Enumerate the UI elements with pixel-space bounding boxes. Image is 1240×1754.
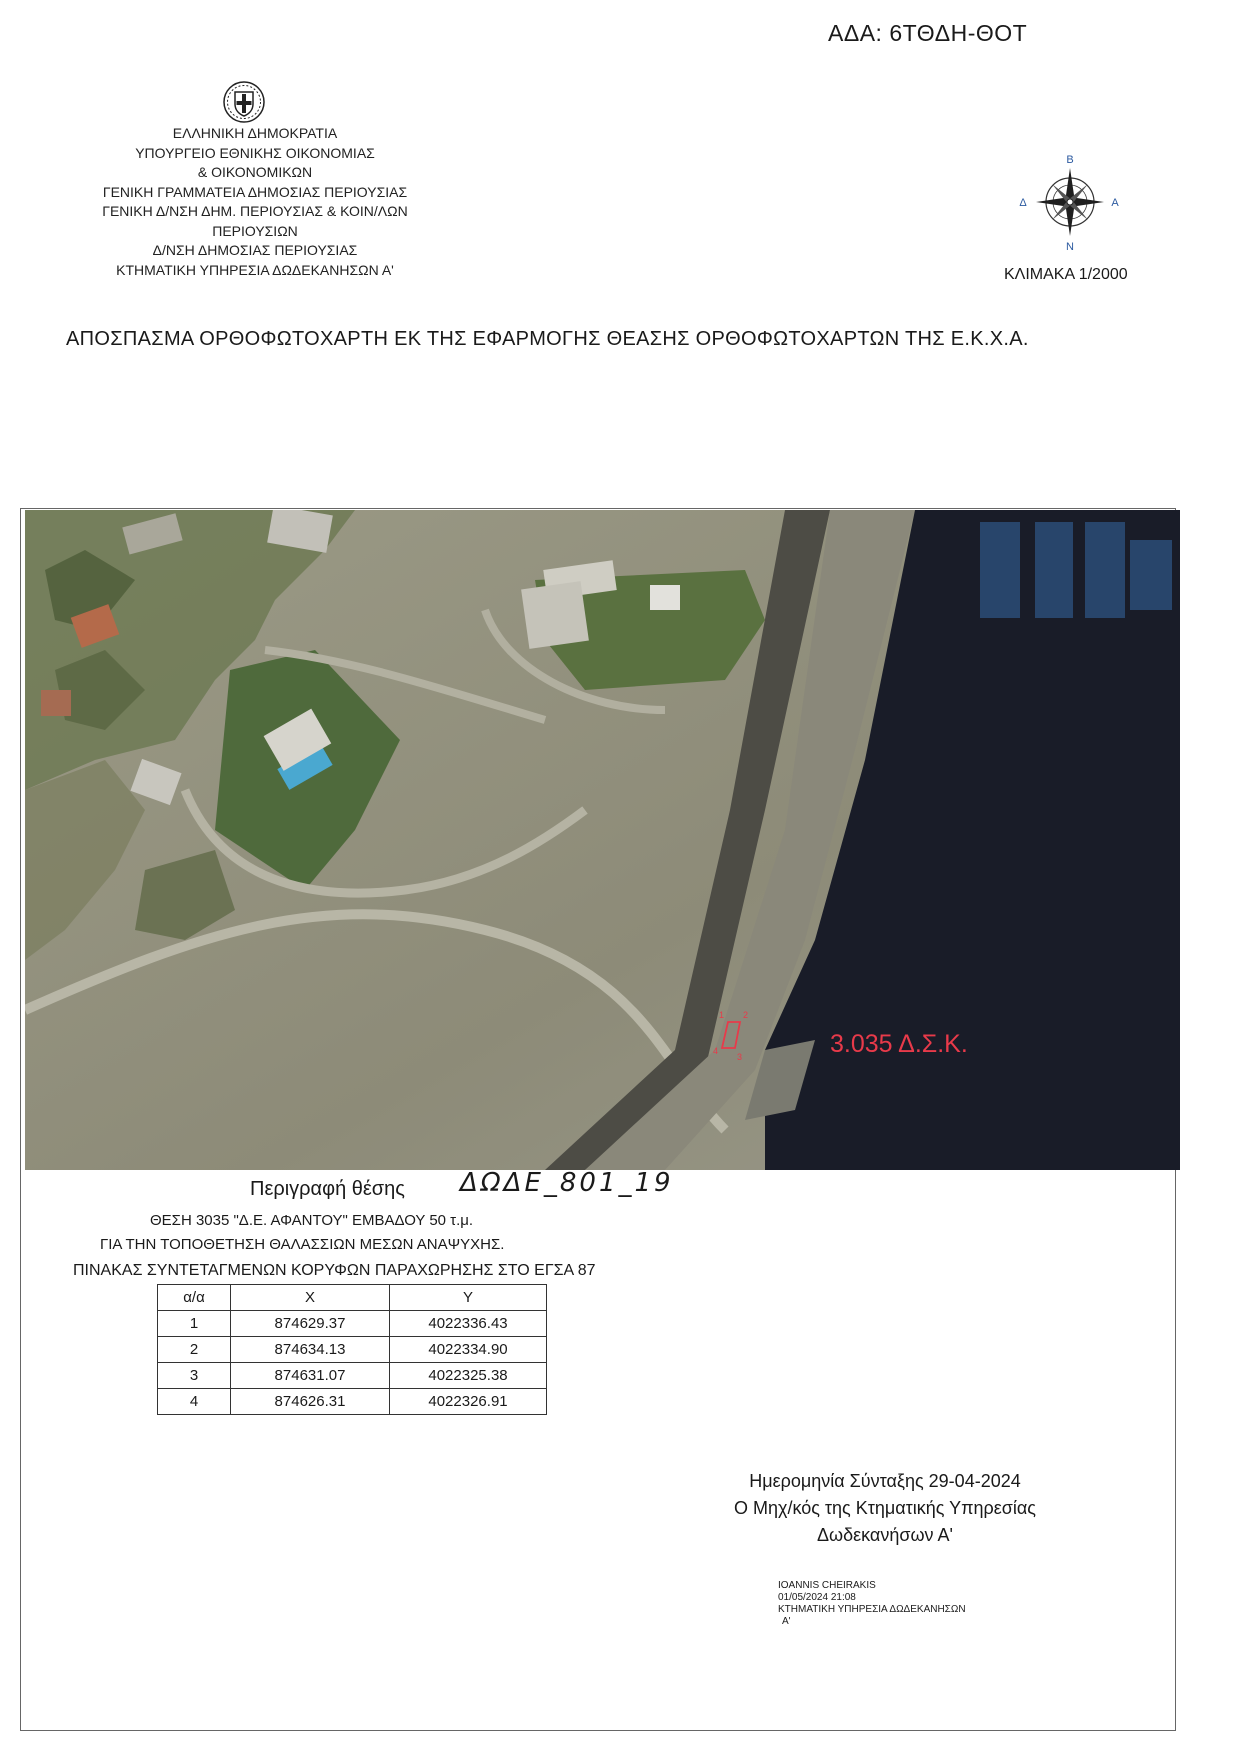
vertex-label: 1 <box>719 1010 725 1020</box>
issuer-header <box>60 124 450 280</box>
parcel-label: 3.035 Δ.Σ.Κ. <box>830 1030 968 1058</box>
cell-index: 4 <box>158 1389 231 1415</box>
cell-index: 2 <box>158 1337 231 1363</box>
col-header-y: Y <box>390 1285 547 1311</box>
coordinates-table <box>157 1284 547 1415</box>
cell-y: 4022326.91 <box>390 1389 547 1415</box>
vertex-label: 3 <box>737 1052 743 1062</box>
cell-y: 4022336.43 <box>390 1311 547 1337</box>
header-line: ΓΕΝΙΚΗ ΓΡΑΜΜΑΤΕΙΑ ΔΗΜΟΣΙΑΣ ΠΕΡΙΟΥΣΙΑΣ <box>102 183 408 200</box>
header-line: ΕΛΛΗΝΙΚΗ ΔΗΜΟΚΡΑΤΙΑ <box>172 125 338 141</box>
position-line-2: ΓΙΑ ΤΗΝ ΤΟΠΟΘΕΤΗΣΗ ΘΑΛΑΣΣΙΩΝ ΜΕΣΩΝ ΑΝΑΨΥΧΗΣ. <box>100 1236 505 1253</box>
cell-x: 874634.13 <box>231 1337 390 1363</box>
greek-emblem-icon <box>222 80 266 124</box>
header-line: & ΟΙΚΟΝΟΜΙΚΩΝ <box>197 164 313 180</box>
header-line: ΓΕΝΙΚΗ Δ/ΝΣΗ ΔΗΜ. ΠΕΡΙΟΥΣΙΑΣ & ΚΟΙΝ/ΛΩΝ <box>102 203 408 219</box>
header-line: ΚΤΗΜΑΤΙΚΗ ΥΠΗΡΕΣΙΑ ΔΩΔΕΚΑΝΗΣΩΝ Α' <box>116 261 394 278</box>
vertex-label: 2 <box>743 1010 749 1020</box>
cell-index: 1 <box>158 1311 231 1337</box>
col-header-index: α/α <box>158 1285 231 1311</box>
table-header-row <box>158 1285 547 1311</box>
engineer-title-line-1: Ο Μηχ/κός της Κτηματικής Υπηρεσίας <box>734 1498 1036 1518</box>
compass-south-label: N <box>1066 241 1074 253</box>
cell-y: 4022334.90 <box>390 1337 547 1363</box>
document-title: ΑΠΟΣΠΑΣΜΑ ΟΡΘΟΦΩΤΟΧΑΡΤΗ ΕΚ ΤΗΣ ΕΦΑΡΜΟΓΗΣ ΘΕΑΣΗΣ ΟΡΘΟΦΩΤΟΧΑΡΤΩΝ ΤΗΣ Ε.Κ.Χ.Α. <box>66 328 1029 350</box>
signature-datetime: 01/05/2024 21:08 <box>778 1592 856 1603</box>
map-scale: ΚΛΙΜΑΚΑ 1/2000 <box>1004 266 1128 283</box>
cell-x: 874629.37 <box>231 1311 390 1337</box>
header-line: ΠΕΡΙΟΥΣΙΩΝ <box>212 222 298 239</box>
table-row <box>158 1311 547 1337</box>
cell-x: 874626.31 <box>231 1389 390 1415</box>
position-code-handwritten: ΔΩΔΕ_801_19 <box>460 1168 674 1198</box>
table-row <box>158 1389 547 1415</box>
header-line: Δ/ΝΣΗ ΔΗΜΟΣΙΑΣ ΠΕΡΙΟΥΣΙΑΣ <box>152 242 358 258</box>
orthophoto-map <box>25 510 1180 1170</box>
compilation-date: Ημερομηνία Σύνταξης 29-04-2024 <box>749 1471 1021 1491</box>
compass-east-label: Α <box>1111 197 1119 209</box>
table-row <box>158 1363 547 1389</box>
position-line-1: ΘΕΣΗ 3035 "Δ.Ε. ΑΦΑΝΤΟΥ" ΕΜΒΑΔΟΥ 50 τ.μ. <box>150 1212 474 1229</box>
compass-rose-icon <box>1010 150 1130 254</box>
cell-x: 874631.07 <box>231 1363 390 1389</box>
engineer-title-line-2: Δωδεκανήσων Α' <box>817 1525 953 1545</box>
table-row <box>158 1337 547 1363</box>
header-line: ΥΠΟΥΡΓΕΙΟ ΕΘΝΙΚΗΣ ΟΙΚΟΝΟΜΙΑΣ <box>135 144 375 161</box>
ada-number: ΑΔΑ: 6ΤΘΔΗ-ΘΟΤ <box>828 20 1028 46</box>
compass-west-label: Δ <box>1019 197 1027 209</box>
position-description-label: Περιγραφή θέσης <box>250 1178 405 1200</box>
coordinates-table-title: ΠΙΝΑΚΑΣ ΣΥΝΤΕΤΑΓΜΕΝΩΝ ΚΟΡΥΦΩΝ ΠΑΡΑΧΩΡΗΣΗΣ ΣΤΟ ΕΓΣΑ 87 <box>73 1262 596 1279</box>
signer-name: IOANNIS CHEIRAKIS <box>778 1580 876 1591</box>
cell-index: 3 <box>158 1363 231 1389</box>
signer-org-line-2: Α' <box>782 1616 791 1627</box>
compilation-block <box>700 1468 1070 1549</box>
cell-y: 4022325.38 <box>390 1363 547 1389</box>
col-header-x: X <box>231 1285 390 1311</box>
signer-org-line-1: ΚΤΗΜΑΤΙΚΗ ΥΠΗΡΕΣΙΑ ΔΩΔΕΚΑΝΗΣΩΝ <box>778 1604 966 1615</box>
compass-north-label: Β <box>1066 154 1074 166</box>
vertex-label: 4 <box>713 1046 719 1056</box>
digital-signature <box>778 1580 966 1628</box>
